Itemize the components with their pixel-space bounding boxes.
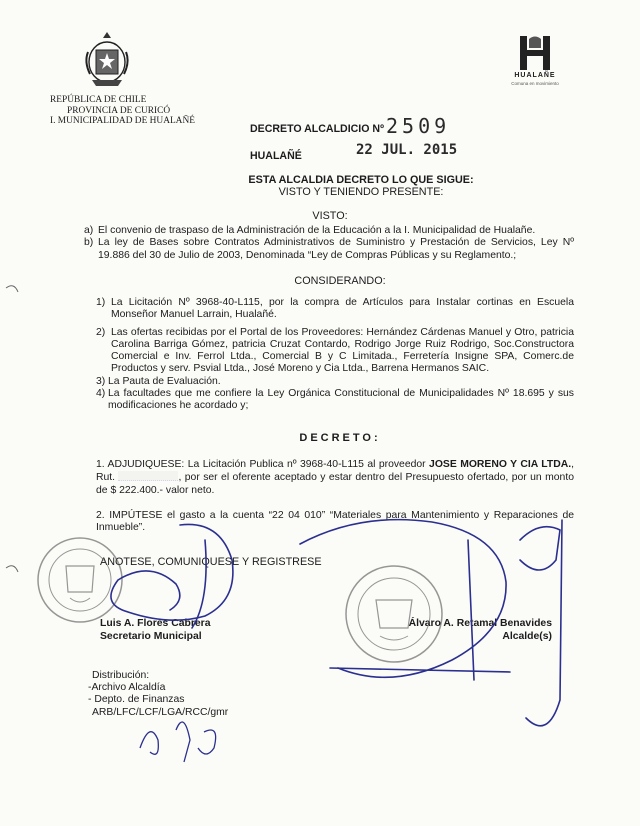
list-item bbox=[96, 297, 574, 322]
decree-place-label: HUALAÑÉ bbox=[250, 150, 302, 162]
municipality-block bbox=[50, 95, 195, 127]
list-mark: 1) bbox=[96, 297, 106, 308]
decree-number-label: DECRETO ALCALDICIO Nº bbox=[250, 123, 384, 135]
list-text: La facultades que me confiere la Ley Orgánica Constitucional de Municipalidades Nº 18.695 y sus modificaciones he acordado y; bbox=[108, 388, 574, 412]
list-item bbox=[96, 388, 574, 413]
distribution-initials-scrawl bbox=[140, 722, 216, 762]
left-seal-stamp bbox=[38, 538, 122, 622]
list-item bbox=[84, 237, 574, 262]
decreto-list bbox=[96, 459, 574, 534]
distribution-line: - Depto. de Finanzas bbox=[88, 694, 185, 706]
signer-name: Álvaro A. Retamal Benavides bbox=[408, 618, 552, 629]
heading-considerando: CONSIDERANDO: bbox=[294, 275, 386, 287]
list-mark: 2) bbox=[96, 326, 106, 338]
list-text: La Licitación Nº 3968-40-L115, por la compra de Artículos para Instalar cortinas en Escuela Monseñor Manuel Larrain, Hualañé. bbox=[111, 297, 574, 321]
supplier-name: JOSE MORENO Y CIA LTDA. bbox=[429, 459, 572, 470]
decree-item-suffix: , por ser el oferente aceptado y estar dentro del Presupuesto ofertado, por un monto de $ 222.400.- valor neto. bbox=[96, 472, 574, 496]
signer-role: Secretario Municipal bbox=[100, 630, 202, 642]
signer-role: Alcalde(s) bbox=[502, 630, 552, 642]
logo-tagline: Comuna en movimiento bbox=[511, 81, 559, 86]
municipality-line: REPÚBLICA DE CHILE bbox=[50, 95, 147, 105]
list-text: La Pauta de Evaluación. bbox=[108, 375, 221, 387]
distribution-block bbox=[88, 670, 228, 719]
signature-block-right bbox=[400, 618, 552, 643]
list-item bbox=[96, 327, 574, 376]
municipality-line: I. MUNICIPALIDAD DE HUALAÑÉ bbox=[50, 116, 195, 127]
municipality-line: PROVINCIA DE CURICÓ bbox=[67, 105, 171, 116]
heading-esta: ESTA ALCALDIA DECRETO LO QUE SIGUE: bbox=[248, 174, 474, 186]
heading-decreto: DECRETO: bbox=[299, 432, 381, 444]
heading-visto: VISTO: bbox=[312, 210, 348, 222]
signature-block-left bbox=[100, 618, 210, 643]
margin-tick-marks bbox=[6, 286, 18, 572]
signer-name: Luis A. Flores Cabrera bbox=[100, 618, 211, 629]
decree-item-prefix: 1. ADJUDIQUESE: La Licitación Publica nº 3968-40-L115 al proveedor bbox=[96, 459, 430, 470]
list-text: 2. IMPÚTESE el gasto a la cuenta “22 04 010” “Materiales para Mantenimiento y Reparaciones de Inmueble”. bbox=[96, 509, 574, 534]
decree-item-rut-label: , Rut. bbox=[96, 459, 574, 484]
decree-number-value: 2509 bbox=[386, 114, 451, 138]
list-item bbox=[84, 225, 574, 237]
list-item bbox=[96, 376, 574, 388]
list-mark: a) bbox=[84, 225, 94, 236]
logo-name: HUALAÑE bbox=[514, 72, 556, 79]
list-mark: b) bbox=[84, 237, 94, 249]
considerando-list bbox=[96, 297, 574, 413]
list-item bbox=[96, 510, 574, 535]
redacted-rut bbox=[118, 471, 178, 481]
distribution-title: Distribución: bbox=[92, 670, 150, 681]
date-stamp: 22 JUL. 2015 bbox=[356, 142, 458, 158]
list-text: El convenio de traspaso de la Administración de la Educación a la I. Municipalidad de Hualañe. bbox=[98, 225, 536, 236]
left-signature-scrawl bbox=[111, 524, 233, 628]
distribution-line: ARB/LFC/LCF/LGA/RCC/gmr bbox=[92, 706, 229, 718]
list-item bbox=[96, 459, 574, 497]
list-text: Las ofertas recibidas por el Portal de los Proveedores: Hernández Cárdenas Manuel y Otro, patricia Carolina Barriga Gómez, patricia Cruzat Contardo, Rodrigo Jorge Ruiz Rodrigo, Soc.Constructora Comercial e Inv. Ferrol Ltda., Comercial B y C Limitada., Ferretería Insigne SPA, Comerc.de Productos y serv. Psvial Ltda., José Moreno y Cia Ltda., Barrena Hermanos SAIC. bbox=[111, 326, 574, 375]
visto-list bbox=[84, 225, 574, 262]
right-seal-stamp bbox=[346, 566, 442, 662]
closing-formula: ANOTESE, COMUNIQUESE Y REGISTRESE bbox=[100, 556, 322, 568]
list-mark: 4) bbox=[96, 388, 106, 400]
list-text: La ley de Bases sobre Contratos Administrativos de Suministro y Prestación de Servicios, Ley Nº 19.886 del 30 de Julio de 2003, Denominada “Ley de Compras Públicas y su Reglamento.; bbox=[98, 237, 574, 261]
list-mark: 3) bbox=[96, 375, 106, 387]
distribution-line: -Archivo Alcaldía bbox=[88, 682, 166, 694]
heading-visto-teniendo: VISTO Y TENIENDO PRESENTE: bbox=[278, 186, 444, 198]
chile-crest-emblem bbox=[82, 30, 132, 88]
